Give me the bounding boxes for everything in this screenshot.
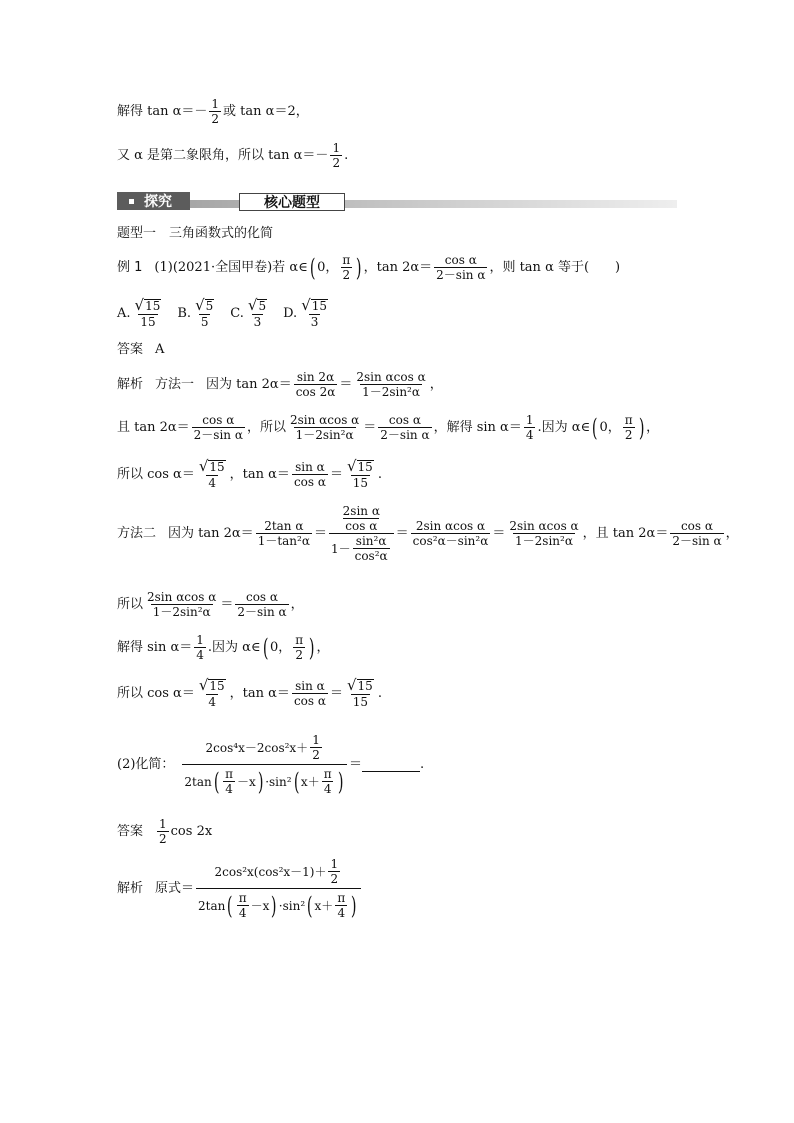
denominator: 3 (253, 315, 262, 329)
text: . (377, 685, 382, 701)
text: ·sin² (278, 898, 306, 913)
denominator: 2 (624, 428, 633, 442)
text: . (419, 757, 425, 772)
fraction (354, 371, 427, 398)
answer-2 (117, 818, 212, 845)
solution-line-2 (117, 142, 348, 169)
left-paren: ( (309, 253, 316, 282)
numerator: 2sin αcos α (509, 519, 579, 533)
denominator: 2 (312, 748, 320, 762)
fraction (192, 414, 245, 441)
fraction (670, 520, 723, 547)
numerator: 1 (312, 733, 320, 747)
text: 又 α 是第二象限角，所以 tan α＝－ (117, 148, 329, 163)
denominator: 2－sin α (436, 268, 486, 282)
big-fraction: 2cos²x(cos²x－1)＋ $\frac{1}{2}$ 2tan ( $\frac{\pi}{4}$ －x ) ·sin² ( x＋ $\frac{\pi}{4}$ ) (196, 858, 361, 919)
denominator: 4 (225, 782, 233, 796)
denominator: 2 (332, 156, 341, 170)
text: ，tan α＝ (229, 466, 290, 482)
solution-line-1 (117, 98, 309, 125)
text: ， (646, 420, 660, 435)
option-c-label: C. (230, 305, 244, 321)
denominator: cos α (345, 519, 378, 533)
text: ，tan α＝ (229, 685, 290, 701)
denominator: 2－sin α (237, 605, 287, 619)
numerator: 1 (332, 141, 341, 155)
denominator: 1－2sin²α (152, 605, 211, 619)
right-paren: ) (356, 253, 362, 282)
fraction (330, 142, 342, 169)
fraction: √ 15 15 (346, 457, 373, 490)
denominator: 2 (330, 872, 339, 886)
denominator: 15 (140, 315, 156, 329)
text: .因为 α∈ (537, 420, 591, 435)
numerator: π (342, 253, 351, 267)
fraction (292, 680, 328, 707)
text: 所以 cos α＝ (117, 685, 195, 701)
banner-subtitle: 核心题型 (239, 193, 345, 211)
denominator: 5 (200, 315, 209, 329)
text: ，所以 (246, 420, 286, 435)
question-label: (2)化简： (117, 757, 175, 772)
banner-bar (117, 200, 677, 208)
fraction (411, 520, 491, 547)
numerator: cos α (388, 413, 421, 427)
numerator: 1 (211, 97, 220, 111)
radicand: 15 (209, 460, 225, 474)
options-row (117, 298, 332, 328)
numerator: 2sin αcos α (356, 370, 426, 384)
denominator: cos α (293, 693, 326, 708)
left-paren: ( (592, 413, 598, 442)
denominator: 2 (211, 112, 220, 126)
numerator: sin α (295, 459, 325, 474)
denominator: 2－sin α (672, 534, 722, 548)
denominator: 1－2sin²α (515, 534, 573, 548)
section-title: 题型一 三角函数式的化简 (117, 226, 274, 241)
text: 因为 tan 2α＝ (206, 377, 292, 392)
radicand: 15 (145, 299, 161, 313)
denominator: 4 (208, 476, 217, 490)
numerator: π (323, 767, 332, 781)
numerator: π (225, 767, 234, 781)
text: .因为 α∈ (207, 640, 261, 655)
method-2-line-2: 所以 $\frac{\text{2sin αcos α}}{\text{1－2sin²α}}$ ＝ $\frac{\text{cos α}}{\text{2－sin α}}$ ， (117, 590, 304, 619)
answer-label: 答案 (117, 824, 144, 839)
option-d-fraction: √ 15 3 (301, 296, 328, 329)
text: (1)(2021·全国甲卷)若 α∈ (154, 260, 308, 275)
numerator: 2tan α (264, 519, 304, 533)
right-paren: ) (638, 413, 645, 442)
method-label: 方法一 (155, 377, 195, 392)
radicand: 5 (258, 299, 267, 313)
text: ， (429, 377, 443, 392)
numerator: cos α (202, 413, 235, 427)
numerator: 2sin αcos α (289, 413, 360, 427)
denominator: 2 (342, 268, 351, 282)
denominator: 3 (310, 315, 319, 329)
radicand: 15 (357, 679, 373, 693)
fraction (340, 254, 352, 281)
text: 所以 cos α＝ (117, 466, 195, 482)
text: 所以 (117, 597, 144, 612)
numerator: 1 (330, 857, 339, 871)
option-d-label: D. (283, 305, 298, 321)
radicand: 15 (311, 299, 328, 313)
denominator: 2－sin α (380, 428, 430, 442)
numerator: sin 2α (296, 370, 335, 384)
fraction: √ 15 4 (198, 457, 225, 490)
option-b-label: B. (177, 305, 192, 321)
numerator: sin²α (355, 534, 387, 548)
radicand: 15 (357, 460, 373, 474)
numerator: 2sin α (342, 504, 380, 518)
fraction (293, 634, 305, 661)
text: x＋ (314, 898, 334, 913)
text: 1－ (330, 541, 351, 556)
answer-value: cos 2x (170, 824, 213, 839)
compound-fraction (329, 505, 394, 562)
fraction: √ 15 15 (346, 676, 373, 709)
text: ， (725, 526, 739, 541)
text: ＝ (348, 757, 362, 772)
method-label: 方法二 (117, 526, 157, 541)
method-2-line-3 (117, 634, 330, 661)
radicand: 15 (209, 679, 225, 693)
numerator: cos α (444, 253, 477, 267)
denominator: cos 2α (295, 385, 336, 399)
denominator: 4 (525, 428, 534, 442)
method-2-line-1: 方法二 因为 tan 2α＝ $\frac{\text{2tan α}}{\text{1－tan²α}}$ ＝ $\frac{\text{2sin α}}{\text{cos α}}$ 1－ $\frac{\text{sin²α}}{\text{cos²α}}$ ＝ $\frac{\text{2sin αcos α}}{\text{cos²α－sin²α}}$ ＝ $\frac{\text{2sin αcos α}}{\text{1－2sin²α}}$ ，且 tan 2α＝ $\frac{\text{cos α}}{\text{2－sin α}}$ ， (117, 504, 739, 563)
text: 0， (317, 260, 339, 275)
denominator: cos²α (354, 549, 388, 563)
numerator: π (295, 633, 304, 647)
banner-tag-label: 探究 (144, 194, 172, 210)
denominator: 2－sin α (193, 428, 243, 442)
numerator: 1 (196, 633, 204, 647)
big-fraction: 2cos⁴x－2cos²x＋ $\frac{1}{2}$ 2tan ( $\frac{\pi}{4}$ －x ) ·sin² ( x＋ $\frac{\pi}{4}$ ) (182, 734, 347, 795)
example-2-question (117, 734, 424, 795)
text: 2tan (184, 774, 212, 789)
banner-tag (117, 192, 190, 210)
method-2-line-4: 所以 cos α＝ √ 15 4 ，tan α＝ $\frac{\text{sin α}}{\text{cos α}}$ ＝ √ 15 15 . (117, 676, 382, 709)
numerator: cos α (245, 590, 278, 604)
fraction (378, 414, 431, 441)
fraction (294, 371, 338, 398)
text: ， (316, 640, 330, 655)
fraction (157, 818, 169, 845)
numerator: π (624, 413, 633, 427)
denominator: 4 (337, 906, 346, 920)
denominator: cos α (293, 474, 326, 489)
example-label: 例 1 (117, 260, 143, 275)
analysis-label: 解析 (117, 881, 144, 896)
denominator: 1－2sin²α (362, 385, 420, 399)
text: ，则 tan α 等于( ) (489, 260, 621, 275)
text: 2tan (198, 898, 226, 913)
fraction (524, 414, 536, 441)
text: 因为 tan 2α＝ (168, 526, 254, 541)
fraction (292, 461, 328, 488)
fraction (209, 98, 221, 125)
fraction (235, 591, 288, 618)
option-c-fraction: √ 5 3 (247, 296, 267, 329)
denominator: cos²α－sin²α (412, 534, 489, 548)
option-b-fraction: √ 5 5 (195, 296, 214, 329)
fraction (288, 414, 361, 441)
text: ， (290, 597, 304, 612)
analysis-1-line-3: 所以 cos α＝ √ 15 4 ，tan α＝ $\frac{\text{sin α}}{\text{cos α}}$ ＝ √ 15 15 . (117, 457, 382, 490)
analysis-1-line-2: 且 tan 2α＝ $\frac{\text{cos α}}{\text{2－sin α}}$ ，所以 $\frac{\text{2sin αcos α}}{\text{1－2sin²α}}$ ＝ $\frac{\text{cos α}}{\text{2－sin α}}$ ，解得 sin α＝ $\frac{1}{4}$ .因为 α∈ ( 0， $\frac{\pi}{2}$ ) ， (117, 413, 660, 442)
denominator: 15 (352, 476, 369, 490)
text: ·sin² (265, 774, 292, 789)
numerator: 1 (525, 413, 534, 427)
square-bullet-icon (129, 199, 134, 204)
numerator: π (238, 891, 247, 905)
answer-label: 答案 (117, 342, 144, 357)
fraction (145, 591, 218, 618)
text: ，且 tan 2α＝ (582, 526, 669, 541)
fraction (434, 254, 487, 281)
denominator: 15 (352, 695, 369, 709)
radicand: 5 (205, 299, 214, 313)
text: 或 tan α＝2， (223, 104, 309, 119)
text: . (377, 466, 382, 482)
numerator: sin α (295, 678, 325, 693)
denominator: 1－2sin²α (295, 428, 354, 442)
text: x＋ (300, 774, 320, 789)
text: 且 tan 2α＝ (117, 420, 190, 435)
text: 原式＝ (155, 881, 195, 896)
denominator: 4 (238, 906, 247, 920)
denominator: 2 (295, 648, 303, 662)
numerator: 1 (159, 817, 167, 831)
numerator: π (337, 891, 346, 905)
text: －x (250, 898, 270, 913)
text: ，解得 sin α＝ (433, 420, 522, 435)
text: 解得 tan α＝－ (117, 104, 208, 119)
numerator: 2sin αcos α (415, 519, 486, 533)
fraction (623, 414, 635, 441)
analysis-1-line-1: 解析 方法一 因为 tan 2α＝ $\frac{\sin 2\alpha}{\cos 2\alpha}$ ＝ $\frac{\text{2sin αcos α}}{\text{1－2sin²α}}$ ， (117, 370, 443, 399)
answer-1 (117, 343, 164, 356)
denominator: 4 (323, 782, 332, 796)
example-1-question (117, 254, 620, 281)
text: 0， (269, 640, 292, 655)
fraction (256, 520, 312, 547)
answer-value: A (155, 342, 165, 357)
analysis-2 (117, 858, 363, 919)
numerator: cos α (680, 519, 713, 533)
text: 解得 sin α＝ (117, 640, 193, 655)
analysis-label: 解析 (117, 377, 144, 392)
text: 2cos⁴x－2cos²x＋ (205, 740, 309, 755)
denominator: 1－tan²α (257, 534, 310, 548)
section-banner (117, 192, 677, 212)
denominator: 2 (159, 832, 167, 846)
denominator: 4 (208, 695, 217, 709)
answer-blank[interactable] (362, 757, 420, 772)
text: 2cos²x(cos²x－1)＋ (214, 864, 327, 879)
text: －x (237, 774, 256, 789)
fraction: √ 15 4 (198, 676, 225, 709)
option-a-fraction: √ 15 15 (134, 296, 161, 329)
text: 0， (599, 420, 621, 435)
fraction (194, 634, 206, 661)
text: . (344, 148, 349, 163)
option-a-label: A. (117, 305, 131, 321)
fraction (507, 520, 580, 547)
denominator: 4 (196, 648, 204, 662)
right-paren: ) (308, 633, 315, 662)
numerator: 2sin αcos α (147, 590, 217, 604)
left-paren: ( (262, 633, 269, 662)
text: ，tan 2α＝ (363, 260, 433, 275)
